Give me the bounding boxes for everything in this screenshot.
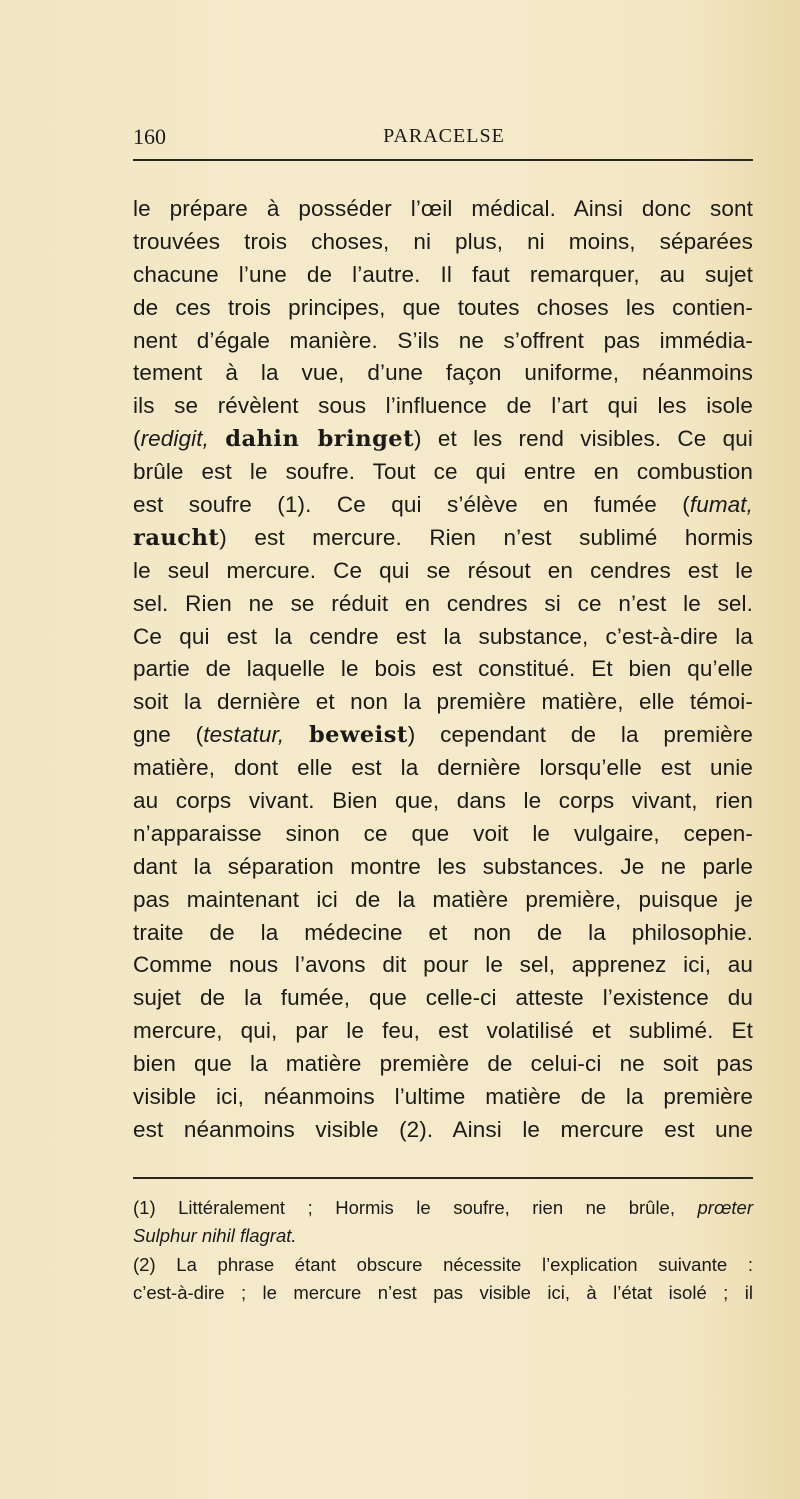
header-rule (133, 159, 753, 161)
text-segment: chacune l’une de l’autre. Il faut remarquer, au sujet (133, 261, 753, 287)
text-line (133, 357, 753, 390)
text-segment: ils se révèlent sous l’influence de l’art qui les isole (133, 393, 753, 419)
text-segment (284, 722, 309, 747)
footnote-1-text: (1) Littéralement ; Hormis le soufre, rien ne brûle, (133, 1197, 675, 1218)
running-title: PARACELSE (383, 125, 505, 147)
text-segment: bien que la matière première de celui-ci ne soit pas (133, 1051, 753, 1077)
text-line (133, 653, 753, 686)
text-line (133, 949, 753, 982)
footnote-1-line-1 (133, 1194, 753, 1222)
text-line (133, 851, 753, 884)
text-segment: ( (133, 426, 141, 452)
text-segment: sujet de la fumée, que celle-ci atteste l’existence du (133, 985, 753, 1011)
text-line (133, 193, 753, 226)
text-segment: Ce qui est la cendre est la substance, c’est-à-dire la (133, 623, 753, 649)
text-segment: sel. Rien ne se réduit en cendres si ce n’est le sel. (133, 590, 753, 616)
text-line (133, 226, 753, 259)
text-line (133, 456, 753, 489)
footnote-1-line-2: Sulphur nihil flagrat. (133, 1225, 297, 1247)
text-line (133, 259, 753, 292)
text-line (133, 752, 753, 785)
text-segment: est néanmoins visible (2). Ainsi le mercure est une (133, 1116, 753, 1142)
text-segment: Comme nous l’avons dit pour le sel, apprenez ici, au (133, 952, 753, 978)
page-number: 160 (133, 124, 166, 149)
text-line (133, 325, 753, 358)
latin-term: fumat, (689, 492, 753, 518)
text-segment: ) est mercure. Rien n’est sublimé hormis (219, 524, 753, 550)
text-segment: traite de la médecine et non de la philosophie. (133, 919, 753, 945)
text-line (133, 884, 753, 917)
text-line (133, 818, 753, 851)
text-segment: pas maintenant ici de la matière première, puisque je (133, 886, 753, 912)
footnote-2-line-2: c’est-à-dire ; le mercure n’est pas visible ici, à l’état isolé ; il (133, 1281, 753, 1303)
text-segment (209, 426, 225, 451)
latin-term: redigit, (140, 426, 209, 452)
text-line (133, 555, 753, 588)
text-line (133, 390, 753, 423)
text-line (133, 1114, 753, 1147)
text-segment: nent d’égale manière. S’ils ne s’offrent pas immédia- (133, 327, 753, 353)
page-header (133, 124, 755, 158)
text-line (133, 292, 753, 325)
text-segment: au corps vivant. Bien que, dans le corps vivant, rien (133, 788, 753, 814)
german-term: raucht (133, 524, 220, 551)
text-segment: le prépare à posséder l’œil médical. Ainsi donc sont (133, 196, 753, 221)
latin-term: testatur, (203, 722, 285, 748)
german-term: beweist (308, 722, 408, 749)
text-line (133, 621, 753, 654)
text-line (133, 917, 753, 950)
text-segment: mercure, qui, par le feu, est volatilisé et sublimé. Et (133, 1018, 753, 1044)
text-line (133, 522, 753, 555)
footnote-rule (133, 1177, 753, 1179)
text-segment: de ces trois principes, que toutes choses les contien- (133, 294, 753, 320)
text-segment: partie de laquelle le bois est constitué. Et bien qu’elle (133, 656, 753, 682)
body-text (133, 193, 753, 1147)
text-segment: est soufre (1). Ce qui s’élève en fumée ( (133, 492, 690, 518)
text-segment: le seul mercure. Ce qui se résout en cendres est le (133, 557, 753, 583)
text-segment: n’apparaisse sinon ce que voit le vulgaire, cepen- (133, 820, 753, 846)
text-segment: brûle est le soufre. Tout ce qui entre en combustion (133, 459, 753, 485)
text-segment: ) et les rend visibles. Ce qui (414, 426, 754, 452)
text-line (133, 686, 753, 719)
text-line (133, 982, 753, 1015)
text-segment: tement à la vue, d’une façon uniforme, néanmoins (133, 360, 753, 386)
text-line (133, 1081, 753, 1114)
german-term: dahin bringet (225, 426, 415, 453)
text-line (133, 588, 753, 621)
text-segment: visible ici, néanmoins l’ultime matière de la première (133, 1084, 753, 1110)
text-segment: gne ( (133, 722, 204, 748)
text-line (133, 1048, 753, 1081)
text-line (133, 1015, 753, 1048)
text-segment: soit la dernière et non la première matière, elle témoi- (133, 689, 753, 715)
footnote-1-latin: prœter (674, 1197, 753, 1218)
text-segment: ) cependant de la première (407, 722, 753, 748)
text-segment: matière, dont elle est la dernière lorsqu’elle est unie (133, 755, 753, 781)
text-line (133, 489, 753, 522)
text-segment: dant la séparation montre les substances. Je ne parle (133, 853, 753, 879)
text-segment: trouvées trois choses, ni plus, ni moins, séparées (133, 228, 753, 254)
footnotes (133, 1194, 753, 1307)
text-line (133, 423, 753, 456)
text-line (133, 785, 753, 818)
text-line (133, 719, 753, 752)
footnote-2-line-1: (2) La phrase étant obscure nécessite l’explication suivante : (133, 1253, 753, 1275)
